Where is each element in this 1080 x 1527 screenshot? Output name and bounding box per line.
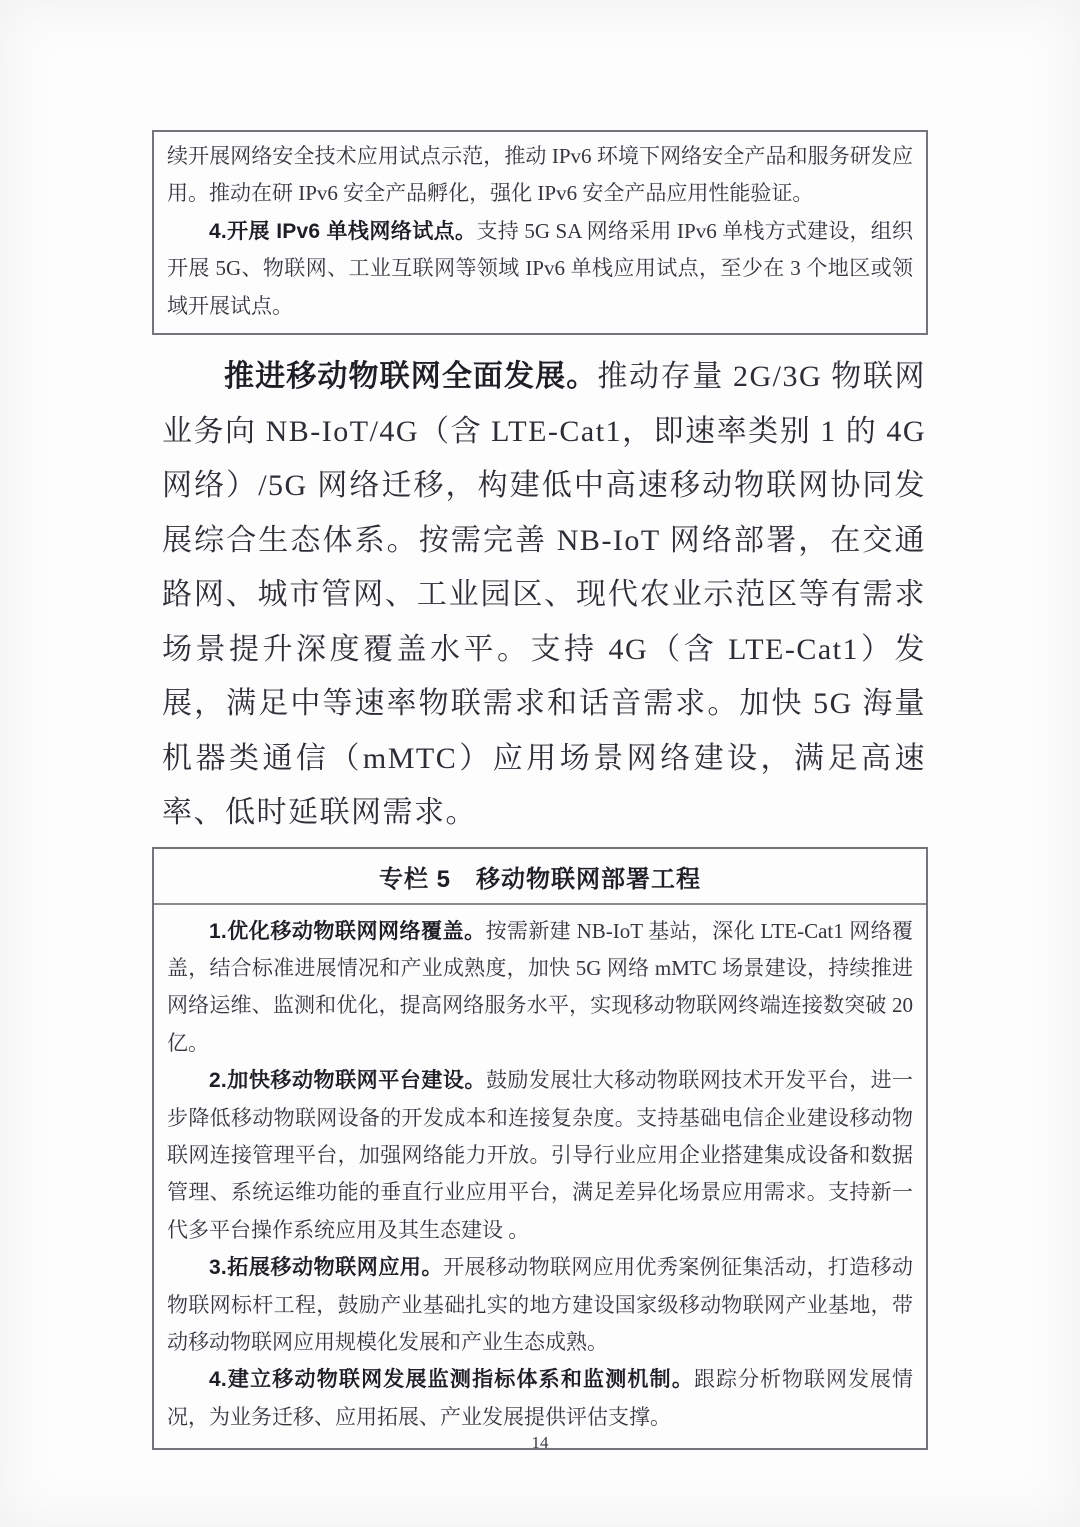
page-number: 14 [531, 1433, 549, 1452]
ipv6-item-4-paragraph [167, 213, 913, 325]
column5-item-2-text: 鼓励发展壮大移动物联网技术开发平台，进一步降低移动物联网设备的开发成本和连接复杂度。支持基础电信企业建设移动物联网连接管理平台，加强网络能力开放。引导行业应用企业搭建集成设备和数据管理、系统运维功能的垂直行业应用平台，满足差异化场景应用需求。支持新一代多平台操作系统应用及其生态建设 。 [167, 1068, 913, 1242]
ipv6-continuation-paragraph [167, 138, 913, 213]
column5-box-title: 专栏 5 移动物联网部署工程 [154, 849, 926, 905]
main-paragraph-text: 推动存量 2G/3G 物联网业务向 NB-IoT/4G（含 LTE-Cat1，即速率类别 1 的 4G 网络）/5G 网络迁移，构建低中高速移动物联网协同发展综合生态体系。按需完善 NB-IoT 网络部署，在交通路网、城市管网、工业园区、现代农业示范区等有需求场景提升深度覆盖水平。支持 4G（含 LTE-Cat1）发展，满足中等速率物联需求和话音需求。加快 5G 海量机器类通信（mMTC）应用场景网络建设，满足高速率、低时延联网需求。 [162, 360, 927, 830]
column5-item-3-text: 开展移动物联网应用优秀案例征集活动，打造移动物联网标杆工程，鼓励产业基础扎实的地方建设国家级移动物联网产业基地，带动移动物联网应用规模化发展和产业生态成熟。 [167, 1255, 914, 1354]
column5-item-3 [167, 1249, 913, 1361]
column5-item-4 [167, 1361, 913, 1436]
column5-item-3-lead: 3.拓展移动物联网应用。 [209, 1256, 444, 1280]
column5-item-4-lead: 4.建立移动物联网发展监测指标体系和监测机制。 [209, 1368, 695, 1392]
main-paragraph [162, 350, 926, 841]
ipv6-item-4-lead: 4.开展 IPv6 单栈网络试点。 [209, 219, 477, 243]
ipv6-column-box [152, 130, 928, 335]
ipv6-continuation-text: 续开展网络安全技术应用试点示范，推动 IPv6 环境下网络安全产品和服务研发应用。推动在研 IPv6 安全产品孵化，强化 IPv6 安全产品应用性能验证。 [167, 144, 913, 206]
column5-item-2-lead: 2.加快移动物联网平台建设。 [209, 1069, 487, 1093]
column5-box [152, 847, 928, 1451]
main-paragraph-lead: 推进移动物联网全面发展。 [224, 360, 598, 394]
content-column [152, 0, 928, 1450]
ipv6-item-4-text: 支持 5G SA 网络采用 IPv6 单栈方式建设，组织开展 5G、物联网、工业互联网等领域 IPv6 单栈应用试点，至少在 3 个地区或领域开展试点。 [167, 218, 913, 318]
column5-item-2 [167, 1062, 913, 1249]
column5-item-4-text: 跟踪分析物联网发展情况，为业务迁移、应用拓展、产业发展提供评估支撑。 [167, 1367, 913, 1429]
column5-item-1-lead: 1.优化移动物联网网络覆盖。 [209, 919, 486, 943]
column5-item-1 [167, 913, 913, 1063]
column5-box-body [154, 905, 926, 1449]
column5-item-1-text: 按需新建 NB-IoT 基站，深化 LTE-Cat1 网络覆盖，结合标准进展情况和产业成熟度，加快 5G 网络 mMTC 场景建设，持续推进网络运维、监测和优化，提高网络服务水平，实现移动物联网终端连接数突破 20 亿。 [167, 918, 913, 1055]
